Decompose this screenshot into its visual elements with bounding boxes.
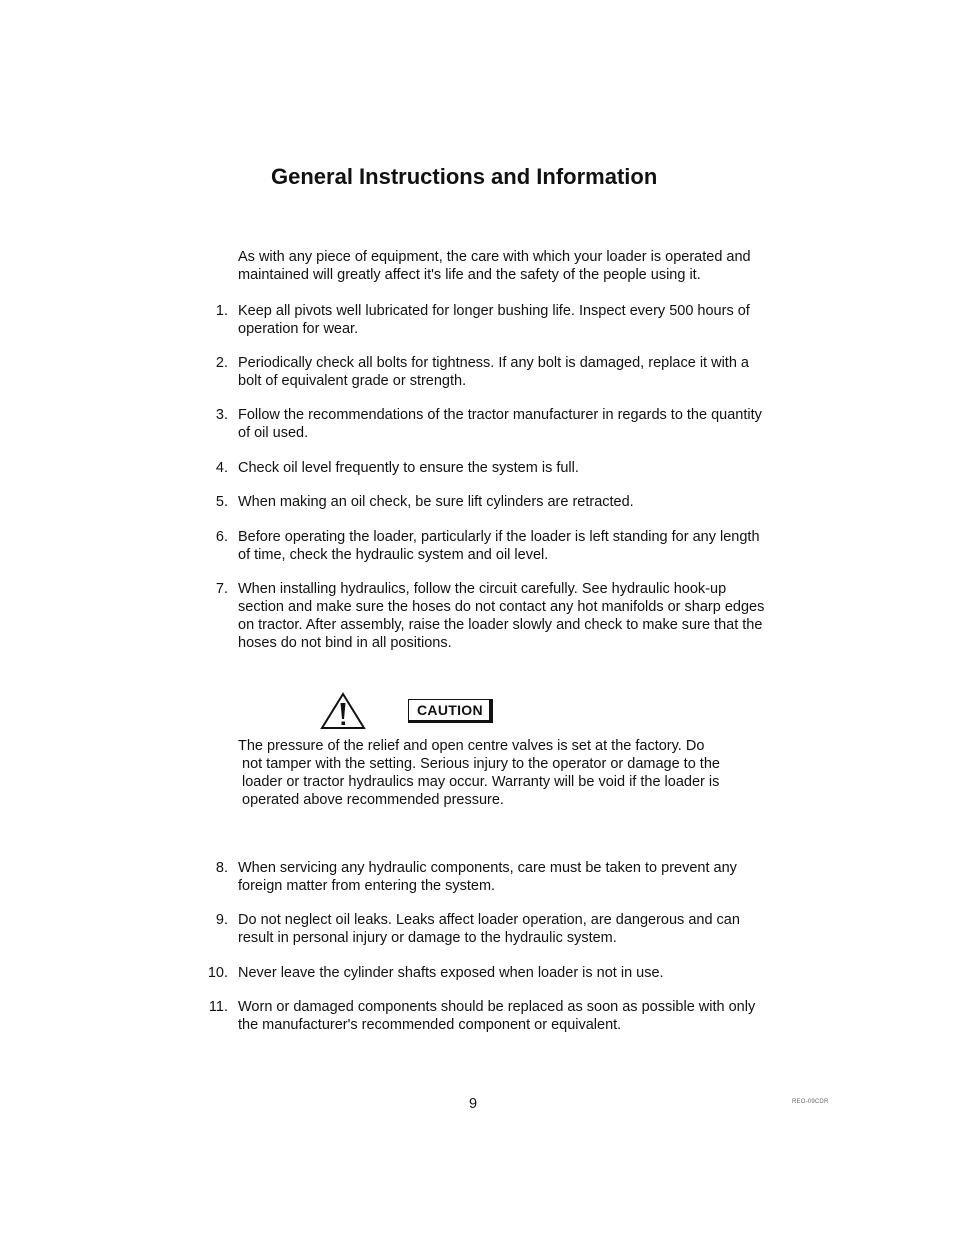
item-text: When installing hydraulics, follow the circuit carefully. See hydraulic hook-up section and make sure the hoses do not contact any hot manifolds or sharp edges on tractor. After assembly, raise the loader slowly and check to make sure that the hoses do not bind in all positions.: [238, 581, 765, 651]
item-text: Worn or damaged components should be replaced as soon as possible with only the manufacturer's recommended component or equivalent.: [238, 999, 756, 1033]
item-text: When servicing any hydraulic components, care must be taken to prevent any foreign matter from entering the system.: [238, 860, 737, 894]
item-number: 4.: [215, 460, 228, 476]
caution-line: not tamper with the setting. Serious injury to the operator or damage to the: [242, 756, 720, 772]
caution-message: [238, 737, 768, 809]
item-text: Periodically check all bolts for tightness. If any bolt is damaged, replace it with a bolt of equivalent grade or strength.: [238, 355, 749, 389]
item-number: 3.: [215, 407, 228, 423]
warning-triangle-icon: [320, 692, 366, 730]
item-number: 10.: [207, 965, 228, 981]
page-title: General Instructions and Information: [271, 164, 658, 189]
item-number: 8.: [215, 860, 228, 876]
item-text: Do not neglect oil leaks. Leaks affect loader operation, are dangerous and can result in personal injury or damage to the hydraulic system.: [238, 912, 740, 946]
item-text: When making an oil check, be sure lift cylinders are retracted.: [238, 494, 634, 510]
page-number: 9: [469, 1096, 478, 1112]
item-number: 2.: [215, 355, 228, 371]
item-number: 11.: [208, 999, 228, 1015]
item-number: 6.: [215, 529, 228, 545]
item-number: 1.: [215, 303, 228, 319]
item-text: Never leave the cylinder shafts exposed when loader is not in use.: [238, 965, 664, 981]
item-text: Keep all pivots well lubricated for longer bushing life. Inspect every 500 hours of operation for wear.: [238, 303, 750, 337]
item-text: Before operating the loader, particularly if the loader is left standing for any length of time, check the hydraulic system and oil level.: [238, 529, 760, 563]
caution-badge: CAUTION: [408, 699, 493, 723]
caution-line: loader or tractor hydraulics may occur. Warranty will be void if the loader is: [242, 774, 720, 790]
item-number: 7.: [215, 581, 228, 597]
item-text: Check oil level frequently to ensure the system is full.: [238, 460, 579, 476]
intro-paragraph: As with any piece of equipment, the care with which your loader is operated and maintained will greatly affect it's life and the safety of the people using it.: [238, 249, 751, 283]
caution-line: The pressure of the relief and open centre valves is set at the factory. Do: [238, 738, 705, 754]
item-number: 9.: [215, 912, 228, 928]
document-code: REO-09CDR: [792, 1099, 829, 1105]
item-number: 5.: [215, 494, 228, 510]
item-text: Follow the recommendations of the tractor manufacturer in regards to the quantity of oil used.: [238, 407, 762, 441]
caution-line: operated above recommended pressure.: [242, 792, 504, 808]
